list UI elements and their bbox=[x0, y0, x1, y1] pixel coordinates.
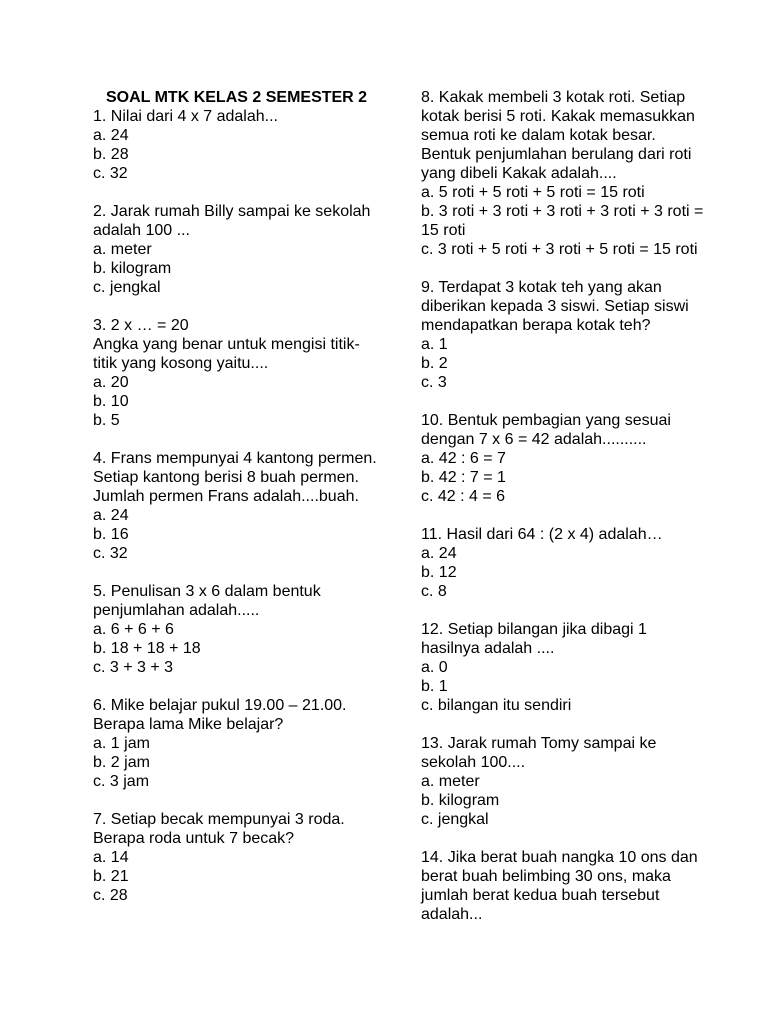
question-line: jumlah berat kedua buah tersebut bbox=[421, 887, 660, 904]
question-block bbox=[93, 696, 408, 791]
question-line: c. jengkal bbox=[93, 279, 161, 296]
question-line: b. 18 + 18 + 18 bbox=[93, 640, 201, 657]
question-line: Angka yang benar untuk mengisi titik- bbox=[93, 336, 360, 353]
question-block bbox=[93, 810, 408, 905]
question-line: b. 3 roti + 3 roti + 3 roti + 3 roti + 3 roti = bbox=[421, 203, 704, 220]
question-line: c. 32 bbox=[93, 165, 128, 182]
question-text: 2. Jarak rumah Billy sampai ke sekolah bbox=[93, 203, 371, 220]
question-line: a. 1 bbox=[421, 336, 448, 353]
question-line: b. 28 bbox=[93, 146, 129, 163]
question-line: b. kilogram bbox=[93, 260, 172, 277]
question-line: kotak berisi 5 roti. Kakak memasukkan bbox=[421, 108, 695, 125]
question-line: c. 3 bbox=[421, 374, 447, 391]
question-line: c. 3 roti + 5 roti + 3 roti + 5 roti = 15 roti bbox=[421, 241, 698, 258]
question-block bbox=[421, 620, 733, 715]
question-line: a. 5 roti + 5 roti + 5 roti = 15 roti bbox=[421, 184, 645, 201]
question-line: adalah 100 ... bbox=[93, 222, 190, 239]
question-block bbox=[421, 525, 733, 601]
question-line: a. 24 bbox=[93, 127, 129, 144]
question-line: b. 21 bbox=[93, 868, 129, 885]
question-text: 13. Jarak rumah Tomy sampai ke bbox=[421, 735, 657, 752]
question-block bbox=[421, 848, 733, 924]
left-column bbox=[93, 88, 408, 924]
question-line: b. 10 bbox=[93, 393, 129, 410]
question-block bbox=[421, 734, 733, 829]
page-title: SOAL MTK KELAS 2 SEMESTER 2 bbox=[106, 89, 368, 106]
question-line: b. kilogram bbox=[421, 792, 500, 809]
question-line: a. 24 bbox=[93, 507, 129, 524]
question-text: 8. Kakak membeli 3 kotak roti. Setiap bbox=[421, 89, 686, 106]
question-block bbox=[421, 278, 733, 392]
question-line: yang dibeli Kakak adalah.... bbox=[421, 165, 617, 182]
question-text: 6. Mike belajar pukul 19.00 – 21.00. bbox=[93, 697, 347, 714]
question-line: Setiap kantong berisi 8 buah permen. bbox=[93, 469, 359, 486]
question-line: Berapa lama Mike belajar? bbox=[93, 716, 284, 733]
question-block bbox=[93, 582, 408, 677]
question-line: penjumlahan adalah..... bbox=[93, 602, 260, 619]
question-block bbox=[421, 411, 733, 506]
question-text: 14. Jika berat buah nangka 10 ons dan bbox=[421, 849, 698, 866]
right-question-list bbox=[421, 88, 733, 924]
question-line: b. 1 bbox=[421, 678, 448, 695]
question-text: 9. Terdapat 3 kotak teh yang akan bbox=[421, 279, 662, 296]
question-text: 4. Frans mempunyai 4 kantong permen. bbox=[93, 450, 377, 467]
question-block bbox=[93, 202, 408, 297]
question-line: dengan 7 x 6 = 42 adalah.......... bbox=[421, 431, 647, 448]
question-line: c. 8 bbox=[421, 583, 447, 600]
question-line: diberikan kepada 3 siswi. Setiap siswi bbox=[421, 298, 689, 315]
question-text: 10. Bentuk pembagian yang sesuai bbox=[421, 412, 671, 429]
question-line: c. jengkal bbox=[421, 811, 489, 828]
question-line: b. 2 bbox=[421, 355, 448, 372]
question-text: 11. Hasil dari 64 : (2 x 4) adalah… bbox=[421, 526, 663, 543]
question-line: 15 roti bbox=[421, 222, 466, 239]
question-text: 1. Nilai dari 4 x 7 adalah... bbox=[93, 108, 278, 125]
question-text: 3. 2 x … = 20 bbox=[93, 317, 189, 334]
question-line: a. meter bbox=[93, 241, 152, 258]
question-block bbox=[421, 88, 733, 259]
question-line: a. 0 bbox=[421, 659, 448, 676]
question-line: a. 20 bbox=[93, 374, 129, 391]
question-line: b. 5 bbox=[93, 412, 120, 429]
question-text: 5. Penulisan 3 x 6 dalam bentuk bbox=[93, 583, 321, 600]
question-line: sekolah 100.... bbox=[421, 754, 526, 771]
question-line: c. bilangan itu sendiri bbox=[421, 697, 572, 714]
question-line: Jumlah permen Frans adalah....buah. bbox=[93, 488, 359, 505]
question-line: a. 42 : 6 = 7 bbox=[421, 450, 506, 467]
question-block bbox=[93, 449, 408, 563]
question-line: Berapa roda untuk 7 becak? bbox=[93, 830, 295, 847]
question-line: a. 6 + 6 + 6 bbox=[93, 621, 174, 638]
question-line: b. 16 bbox=[93, 526, 129, 543]
question-line: semua roti ke dalam kotak besar. bbox=[421, 127, 656, 144]
question-line: b. 2 jam bbox=[93, 754, 150, 771]
question-line: c. 3 jam bbox=[93, 773, 150, 790]
question-line: c. 42 : 4 = 6 bbox=[421, 488, 506, 505]
question-line: titik yang kosong yaitu.... bbox=[93, 355, 269, 372]
question-line: a. 14 bbox=[93, 849, 129, 866]
question-line: berat buah belimbing 30 ons, maka bbox=[421, 868, 671, 885]
question-line: mendapatkan berapa kotak teh? bbox=[421, 317, 651, 334]
question-block bbox=[93, 107, 408, 183]
right-column bbox=[421, 88, 733, 943]
question-line: b. 42 : 7 = 1 bbox=[421, 469, 506, 486]
question-line: adalah... bbox=[421, 906, 483, 923]
question-line: b. 12 bbox=[421, 564, 457, 581]
question-block bbox=[93, 316, 408, 430]
question-text: 7. Setiap becak mempunyai 3 roda. bbox=[93, 811, 345, 828]
question-line: a. meter bbox=[421, 773, 480, 790]
question-line: a. 1 jam bbox=[93, 735, 150, 752]
question-line: hasilnya adalah .... bbox=[421, 640, 555, 657]
question-text: 12. Setiap bilangan jika dibagi 1 bbox=[421, 621, 647, 638]
question-line: c. 32 bbox=[93, 545, 128, 562]
question-line: c. 3 + 3 + 3 bbox=[93, 659, 174, 676]
question-line: c. 28 bbox=[93, 887, 128, 904]
left-question-list bbox=[93, 107, 408, 905]
question-line: a. 24 bbox=[421, 545, 457, 562]
question-line: Bentuk penjumlahan berulang dari roti bbox=[421, 146, 692, 163]
